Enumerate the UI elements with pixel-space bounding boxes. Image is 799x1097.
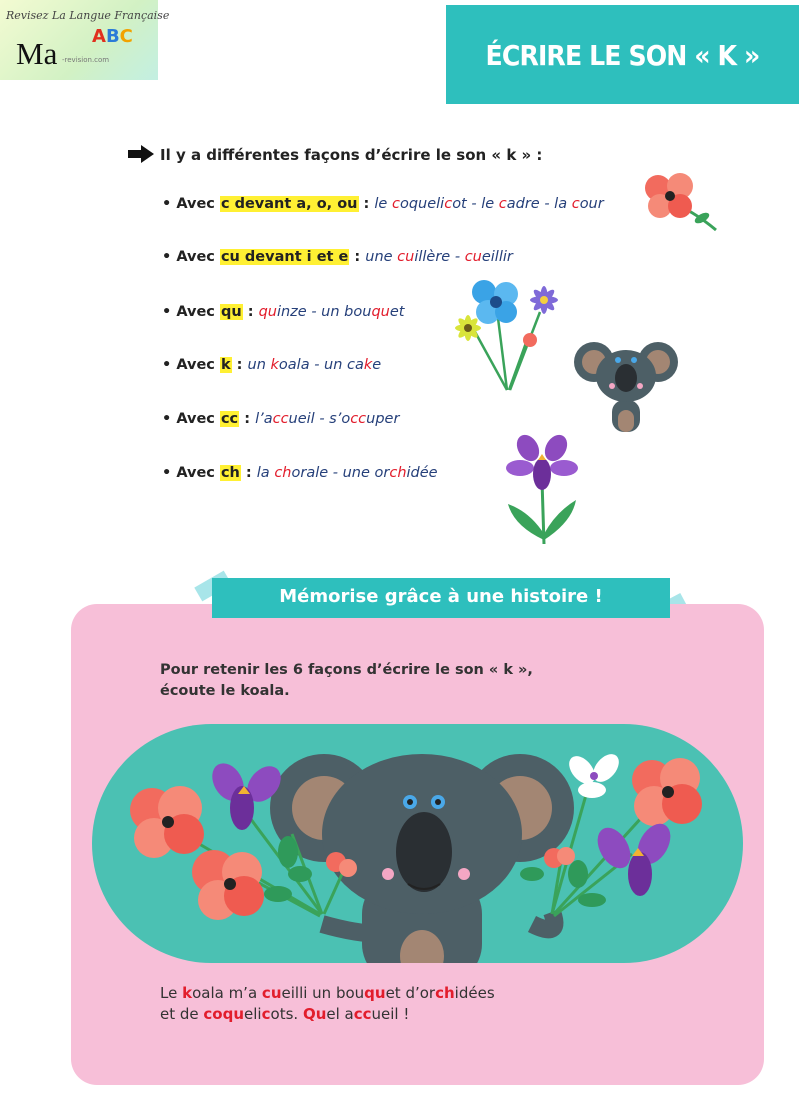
- small-koala-illustration: [572, 340, 680, 432]
- intro-line: [128, 145, 542, 164]
- rule-example: une cuillère - cueillir: [365, 249, 513, 265]
- rule-c: • Avec c devant a, o, ou : le coquelicot - le cadre - la cour: [162, 196, 604, 212]
- rule-example: quinze - un bouquet: [258, 304, 405, 320]
- rule-highlight: cc: [220, 411, 239, 427]
- rule-example: le coquelicot - le cadre - la cour: [374, 196, 604, 212]
- site-logo: [0, 0, 170, 80]
- title-banner: [446, 5, 799, 104]
- page-title: ÉCRIRE LE SON « K »: [485, 39, 760, 72]
- rule-k: • Avec k : un koala - un cake: [162, 357, 382, 373]
- rule-ch: • Avec ch : la chorale - une orchidée: [162, 465, 438, 481]
- poppy-illustration: [640, 170, 722, 236]
- memo-instructions: Pour retenir les 6 façons d’écrire le son « k », écoute le koala.: [160, 662, 533, 699]
- memo-title: Mémorise grâce à une histoire !: [279, 586, 603, 607]
- rule-highlight: k: [220, 357, 231, 373]
- koala-scene: [92, 724, 743, 963]
- bouquet-illustration: [452, 270, 568, 394]
- story-sentence: Le koala m’a cueilli un bouquet d’orchidées et de coquelicots. Quel accueil !: [160, 984, 495, 1023]
- logo-domain: -revision.com: [62, 56, 110, 64]
- koala-illustration: [92, 724, 743, 963]
- rule-qu: • Avec qu : quinze - un bouquet: [162, 304, 405, 320]
- logo-tagline: Revisez La Langue Française: [6, 9, 170, 22]
- logo-ma: Ma: [16, 36, 58, 71]
- orchid-illustration: [500, 430, 584, 546]
- memo-banner: [212, 578, 670, 618]
- intro-text: Il y a différentes façons d’écrire le son « k » :: [160, 146, 543, 164]
- arrow-icon: [128, 145, 154, 163]
- logo-abc: ABC: [92, 26, 133, 47]
- rule-example: l’accueil - s’occuper: [255, 411, 400, 427]
- rule-example: un koala - un cake: [247, 357, 382, 373]
- rule-highlight: ch: [220, 465, 240, 481]
- rule-cc: • Avec cc : l’accueil - s’occuper: [162, 411, 400, 427]
- rule-highlight: qu: [220, 304, 242, 320]
- rule-highlight: cu devant i et e: [220, 249, 349, 265]
- rule-cu: • Avec cu devant i et e : une cuillère - cueillir: [162, 249, 513, 265]
- rule-highlight: c devant a, o, ou: [220, 196, 358, 212]
- rule-example: la chorale - une orchidée: [256, 465, 438, 481]
